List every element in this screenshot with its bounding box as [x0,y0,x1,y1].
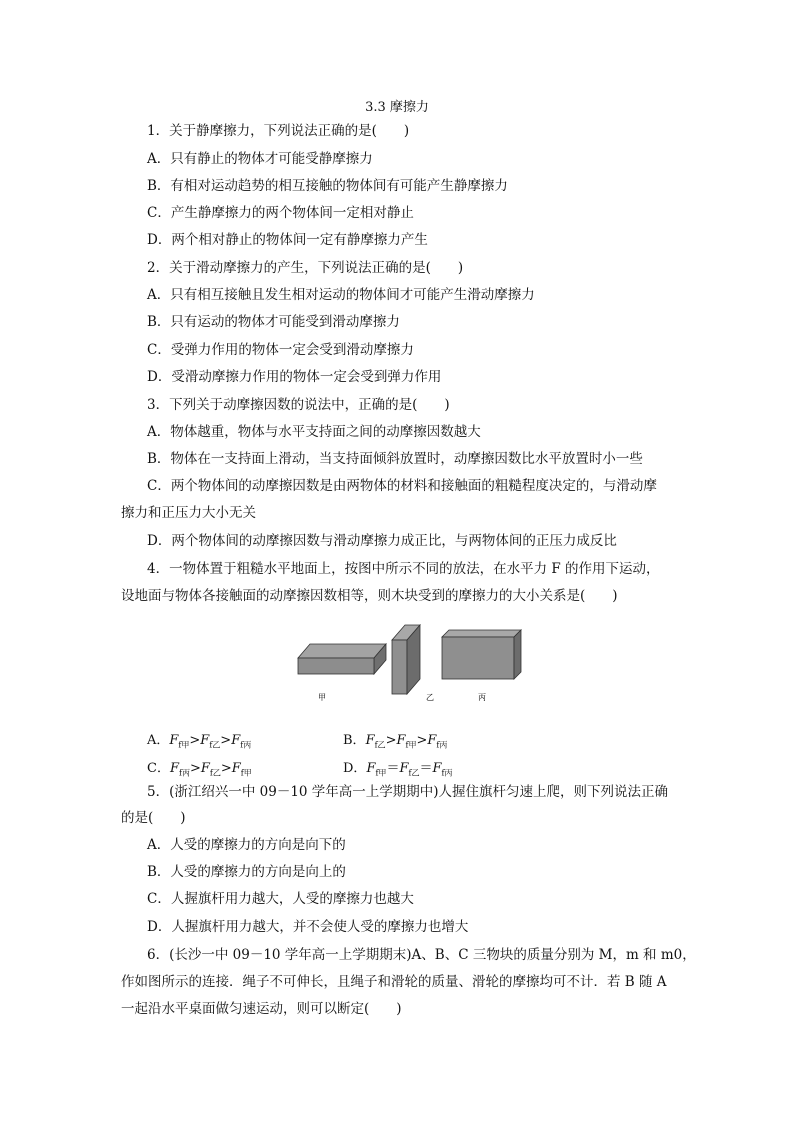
q4-option-d: D．$F_{f甲}=F_{f乙}=F_{f丙}$ [343,761,453,778]
q3-option-b: B．物体在一支持面上滑动，当支持面倾斜放置时，动摩擦因数比水平放置时小一些 [147,451,643,467]
q2-option-a: A．只有相互接触且发生相对运动的物体间才可能产生滑动摩擦力 [147,287,535,303]
label-jia: 甲 [318,693,326,702]
q3-option-c: C．两个物体间的动摩擦因数是由两物体的材料和接触面的粗糙程度决定的，与滑动摩 [147,478,657,494]
q4-stem: 4．一物体置于粗糙水平地面上，按图中所示不同的放法，在水平力 F 的作用下运动， [147,561,660,577]
q5-stem: 5．(浙江绍兴一中 09－10 学年高一上学期期中)人握住旗杆匀速上爬，则下列说法正确 [147,784,669,800]
q1-option-b: B．有相对运动趋势的相互接触的物体间有可能产生静摩擦力 [147,178,508,194]
q4-option-a: A．$F_{f甲}>F_{f乙}>F_{f丙}$ [147,733,252,750]
q6-stem: 6．(长沙一中 09－10 学年高一上学期期末)A、B、C 三物块的质量分别为 M，m 和 m0， [147,947,696,963]
q5-option-c: C．人握旗杆用力越大，人受的摩擦力也越大 [147,891,414,907]
q1-option-c: C．产生静摩擦力的两个物体间一定相对静止 [147,205,414,221]
block-jia [298,644,386,674]
block-bing [442,630,521,679]
blocks-figure [290,615,530,710]
q2-option-b: B．只有运动的物体才可能受到滑动摩擦力 [147,314,400,330]
q1-stem: 1．关于静摩擦力，下列说法正确的是( ) [147,123,410,139]
q3-option-c-cont: 擦力和正压力大小无关 [121,505,256,521]
q2-option-c: C．受弹力作用的物体一定会受到滑动摩擦力 [147,342,414,358]
q5-stem-cont: 的是( ) [121,810,186,826]
q5-option-a: A．人受的摩擦力的方向是向下的 [147,837,346,853]
q3-option-a: A．物体越重，物体与水平支持面之间的动摩擦因数越大 [147,424,481,440]
q5-option-b: B．人受的摩擦力的方向是向上的 [147,864,346,880]
q1-option-d: D．两个相对静止的物体间一定有静摩擦力产生 [147,232,428,248]
q4-stem-cont: 设地面与物体各接触面的动摩擦因数相等，则木块受到的摩擦力的大小关系是( ) [121,588,618,604]
q3-stem: 3．下列关于动摩擦因数的说法中，正确的是( ) [147,397,450,413]
q5-option-d: D．人握旗杆用力越大，并不会使人受的摩擦力也增大 [147,919,469,935]
page-title: 3.3 摩擦力 [365,100,429,115]
q4-option-c: C．$F_{f丙}>F_{f乙}>F_{f甲}$ [147,761,252,778]
q2-stem: 2．关于滑动摩擦力的产生，下列说法正确的是( ) [147,260,464,276]
label-bing: 丙 [478,693,486,702]
block-yi [392,625,420,694]
q3-option-d: D．两个物体间的动摩擦因数与滑动摩擦力成正比，与两物体间的正压力成反比 [147,533,617,549]
label-yi: 乙 [426,693,434,702]
q6-stem-cont-1: 作如图所示的连接．绳子不可伸长，且绳子和滑轮的质量、滑轮的摩擦均可不计．若 B 随 A [121,974,667,990]
q2-option-d: D．受滑动摩擦力作用的物体一定会受到弹力作用 [147,369,442,385]
q1-option-a: A．只有静止的物体才可能受静摩擦力 [147,151,373,167]
q6-stem-cont-2: 一起沿水平桌面做匀速运动，则可以断定( ) [121,1001,402,1017]
q4-option-b: B．$F_{f乙}>F_{f甲}>F_{f丙}$ [343,733,448,750]
